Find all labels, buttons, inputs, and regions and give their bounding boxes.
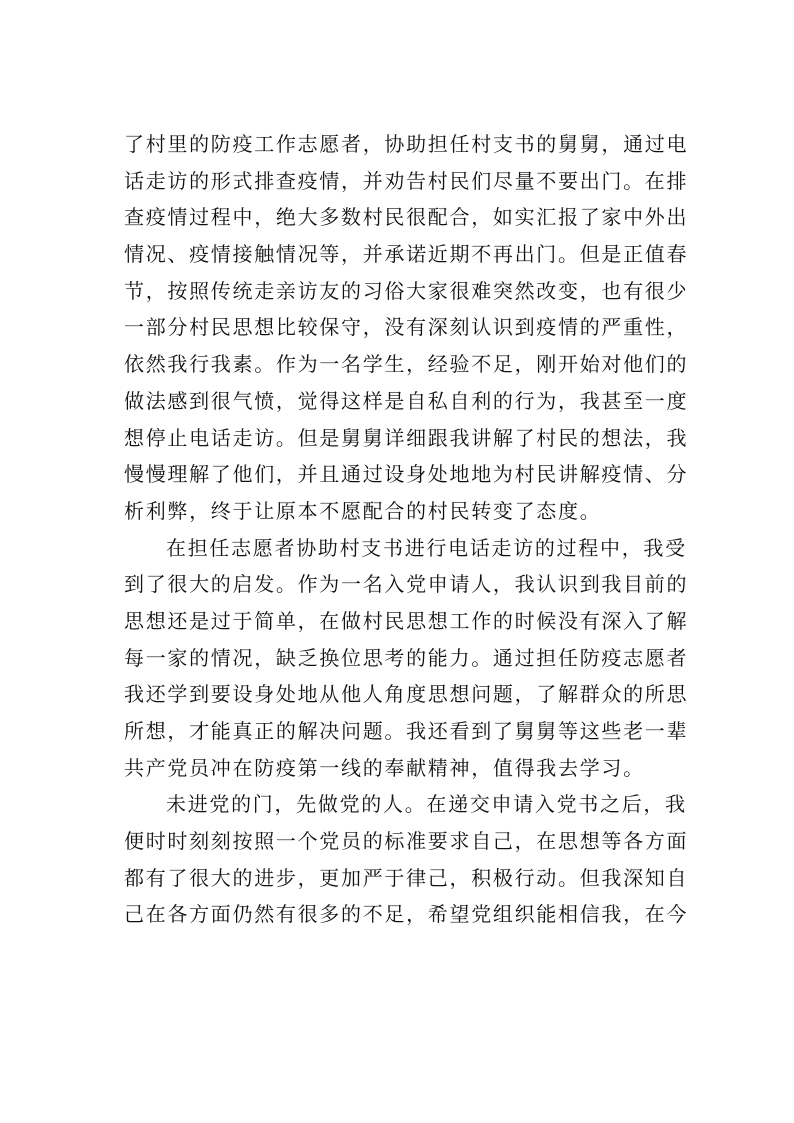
paragraph-3: [124, 786, 689, 933]
text-line: 情况、疫情接触情况等，并承诺近期不再出门。但是正值春: [124, 242, 689, 267]
paragraph-1: [124, 126, 689, 530]
text-line: 我还学到要设身处地从他人角度思想问题，了解群众的所思: [124, 682, 689, 707]
text-line: 己在各方面仍然有很多的不足，希望党组织能相信我，在今: [124, 902, 689, 927]
text-line: 想停止电话走访。但是舅舅详细跟我讲解了村民的想法，我: [124, 425, 689, 450]
text-line: 思想还是过于简单，在做村民思想工作的时候没有深入了解: [124, 608, 689, 633]
text-line: 一部分村民思想比较保守，没有深刻认识到疫情的严重性，: [124, 315, 689, 340]
text-line: 了村里的防疫工作志愿者，协助担任村支书的舅舅，通过电: [124, 132, 689, 156]
text-line: 慢慢理解了他们，并且通过设身处地地为村民讲解疫情、分: [124, 462, 689, 487]
paragraph-2: [124, 530, 689, 787]
text-line: 析利弊，终于让原本不愿配合的村民转变了态度。: [124, 498, 602, 523]
text-line: 做法感到很气愤，觉得这样是自私自利的行为，我甚至一度: [124, 388, 689, 413]
text-line: 便时时刻刻按照一个党员的标准要求自己，在思想等各方面: [124, 829, 689, 854]
text-line: 在担任志愿者协助村支书进行电话走访的过程中，我受: [166, 535, 687, 560]
text-line: 到了很大的启发。作为一名入党申请人，我认识到我目前的: [124, 572, 689, 597]
text-line: 每一家的情况，缺乏换位思考的能力。通过担任防疫志愿者: [124, 645, 689, 670]
text-line: 未进党的门，先做党的人。在递交申请入党书之后，我: [166, 792, 687, 817]
text-line: 都有了很大的进步，更加严于律己，积极行动。但我深知自: [124, 865, 689, 890]
text-line: 节，按照传统走亲访友的习俗大家很难突然改变，也有很少: [124, 278, 689, 303]
text-line: 查疫情过程中，绝大多数村民很配合，如实汇报了家中外出: [124, 205, 689, 230]
document-body: [124, 126, 689, 933]
text-line: 共产党员冲在防疫第一线的奉献精神，值得我去学习。: [124, 755, 645, 780]
text-line: 话走访的形式排查疫情，并劝告村民们尽量不要出门。在排: [124, 168, 689, 193]
text-line: 所想，才能真正的解决问题。我还看到了舅舅等这些老一辈: [124, 719, 689, 743]
text-line: 依然我行我素。作为一名学生，经验不足，刚开始对他们的: [124, 352, 689, 377]
